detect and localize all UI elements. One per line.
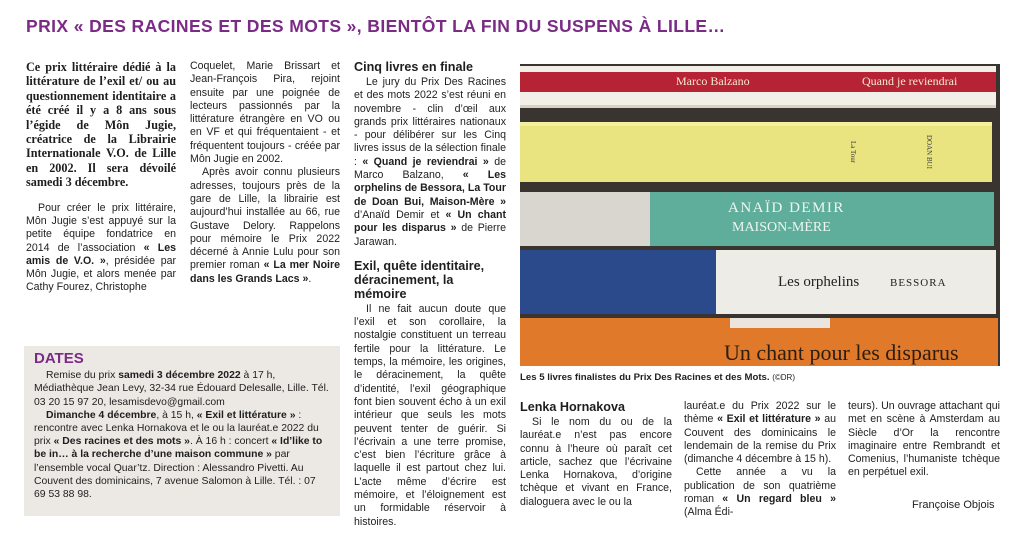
text: « La mer Noire dans les Grands Lacs » [190, 259, 340, 285]
photo-caption [520, 372, 1000, 383]
book-author: BESSORA [890, 277, 947, 289]
lenka-column-3 [848, 400, 1000, 480]
book-les-orphelins [520, 250, 996, 314]
lenka-paragraph [520, 416, 672, 520]
book-un-chant-pour-les-disparus [520, 318, 998, 366]
text: samedi 3 décembre 2022 [118, 370, 241, 382]
book-title: Quand je reviendrai [862, 74, 958, 88]
dates-box [24, 346, 340, 516]
text: . [308, 272, 312, 285]
text: , à 15 h, [156, 409, 197, 421]
column-3 [354, 60, 506, 529]
text: Pour créer le prix littéraire, Môn Jugie s’est appuyé sur la petite équipe fondatrice en 2014 de l’association [26, 201, 176, 254]
lenka-column-2 [684, 400, 836, 520]
text: d’Anaïd Demir et [354, 208, 446, 221]
headline: PRIX « DES RACINES ET DES MOTS », BIENTÔT LA FIN DU SUSPENS À LILLE… [26, 16, 726, 36]
intro-paragraph: Ce prix littéraire dédié à la littérature de l’exil et/ ou au questionnement identitaire a été créé il y a 8 ans sous l’égide de Môn Jugie, créatrice de la Librairie Internationale V.O. de Lille en 2002. Il sera dévoilé samedi 3 décembre. [26, 60, 176, 190]
book-author: ANAÏD DEMIR [728, 200, 845, 216]
col1-paragraph [26, 202, 176, 295]
book-spine-text: La Tour [849, 140, 858, 164]
book-title: Les orphelins [778, 274, 860, 290]
column-1 [26, 60, 176, 295]
caption-text: Les 5 livres finalistes du Prix Des Racines et des Mots. [520, 372, 770, 383]
text: . À 16 h : concert [189, 436, 272, 448]
book-title: Un chant pour les disparus [724, 340, 959, 365]
text: de Marco Balzano, [354, 155, 507, 182]
subheading-cinq-livres: Cinq livres en finale [354, 60, 473, 74]
lenka-paragraph-2 [684, 466, 836, 519]
books-photo [520, 64, 1000, 366]
text: lauréat.e du Prix 2022 sur le thème [684, 400, 836, 426]
author-signature: Françoise Objois [912, 499, 995, 511]
lenka-column-1 [520, 400, 672, 520]
text: « Un regard bleu » [722, 493, 836, 506]
column-2 [190, 60, 340, 286]
col2-paragraph-2 [190, 166, 340, 286]
book-quand-je-reviendrai [520, 66, 996, 108]
text: Remise du prix [46, 370, 119, 382]
text: Après avoir connu plusieurs adresses, toujours près de la gare de Lille, la librairie est aujourd’hui installée au 66, rue Gustave Delory. Rappelons pour mémoire le Prix 2022 décerné à Annie Lulu pour son premier roman [190, 166, 340, 272]
book-spine-band [520, 250, 716, 314]
lenka-paragraph-cont [684, 400, 836, 466]
book-spine-text: DOAN BUI [925, 134, 934, 170]
lenka-paragraph-2-cont: teurs). Un ouvrage attachant qui met en scène à Amsterdam au Siècle d’Or la rencontre imaginaire entre Rembrandt et Comenius, l’humaniste tchèque en perpétuel exil. [848, 400, 1000, 479]
dates-title: DATES [34, 350, 84, 367]
col2-paragraph-1: Coquelet, Marie Brissart et Jean-François Pira, rejoint ensuite par une poignée de lecteurs passionnés par la littérature étrangère en VO ou en VF et qui fréquentaient - et fréquentent toujours - créée par Môn Jugie en 2002. [190, 60, 340, 166]
book-author: Marco Balzano [676, 74, 750, 88]
dates-paragraph-2 [34, 409, 330, 501]
text: Le jury du Prix Des Racines et des mots 2022 s’est réuni en novembre - clin d’œil aux grands prix littéraires nationaux - pour délibérer sur les Cinq livres issus de la sélection finale : [354, 76, 506, 168]
text: « Des racines et des mots » [53, 436, 190, 448]
text: (Alma Édi- [684, 506, 734, 519]
subheading-exil: Exil, quête identitaire, déracinement, la mémoire [354, 258, 485, 301]
book-title: MAISON-MÈRE [732, 220, 831, 235]
text: « Les amis de V.O. » [26, 241, 176, 267]
text: « Exil et littérature » [196, 409, 296, 421]
text: « Les orphelins de Bessora, La Tour de Doan Bui, Maison-Mère » [354, 169, 507, 208]
text: : rencontre avec Lenka Hornakova et le ou la lauréat.e 2022 du prix [34, 409, 319, 448]
text: « Exil et littérature » [717, 413, 821, 426]
subheading-lenka: Lenka Hornakova [520, 400, 625, 414]
text: Si le nom du ou de la lauréat.e n’est pas encore connu à l’heure où paraît cet article, sachez que l’écrivaine Lenka Hornakova, d’origine tchèque et vivant en France, dialoguera avec le ou la [520, 416, 672, 508]
text: , présidée par Môn Jugie, et alors menée par Cathy Fourez, Christophe [26, 254, 177, 294]
text: de Pierre Jarawan. [354, 222, 506, 248]
dates-paragraph-1 [34, 369, 330, 409]
text: « Quand je reviendrai » [362, 155, 489, 168]
text: au Couvent des dominicains le lendemain de la remise du Prix (dimanche 4 décembre à 15 h). [684, 413, 837, 466]
text: à 17 h, Médiathèque Jean Levy, 32-34 rue Édouard Delesalle, Lille. Tél. 03 20 15 97 20, lesamisdevo@gmail.com [34, 370, 329, 408]
text: « Un chant pour les disparus » [354, 208, 507, 235]
page-edges [730, 318, 830, 328]
text: par l’ensemble vocal Quar’tz. Direction : Alessandro Pivetti. Au Couvent des dominicains, 7 avenue Salomon à Lille. Tél. : 07 69 53 88 98. [34, 449, 316, 501]
col3-paragraph-2: Il ne fait aucun doute que l’exil et son corollaire, la nostalgie constituent un terreau fertile pour la littérature. Le temps, la mémoire, les origines, le déracinement, la quête d’identité, l’exil géographique font bien souvent écho à un exil intérieur que seuls les mots peuvent tenter de guérir. Si l’écrivain a une terre promise, c’est bien l’écriture grâce à laquelle il est partout chez lui. L’acte même d’écrire est mémoire, et l’éloignement est un formidable réservoir à histoires. [354, 302, 506, 528]
photo-credit: (©DR) [772, 373, 795, 382]
book-la-tour [520, 122, 992, 182]
book-maison-mere [520, 192, 994, 246]
col3-paragraph-1 [354, 76, 506, 249]
text: « Id’like to be in… à la recherche d’une maison commune » [34, 436, 323, 461]
text: Dimanche 4 décembre [46, 409, 157, 421]
text: Cette année a vu la publication de son quatrième roman [684, 466, 836, 506]
